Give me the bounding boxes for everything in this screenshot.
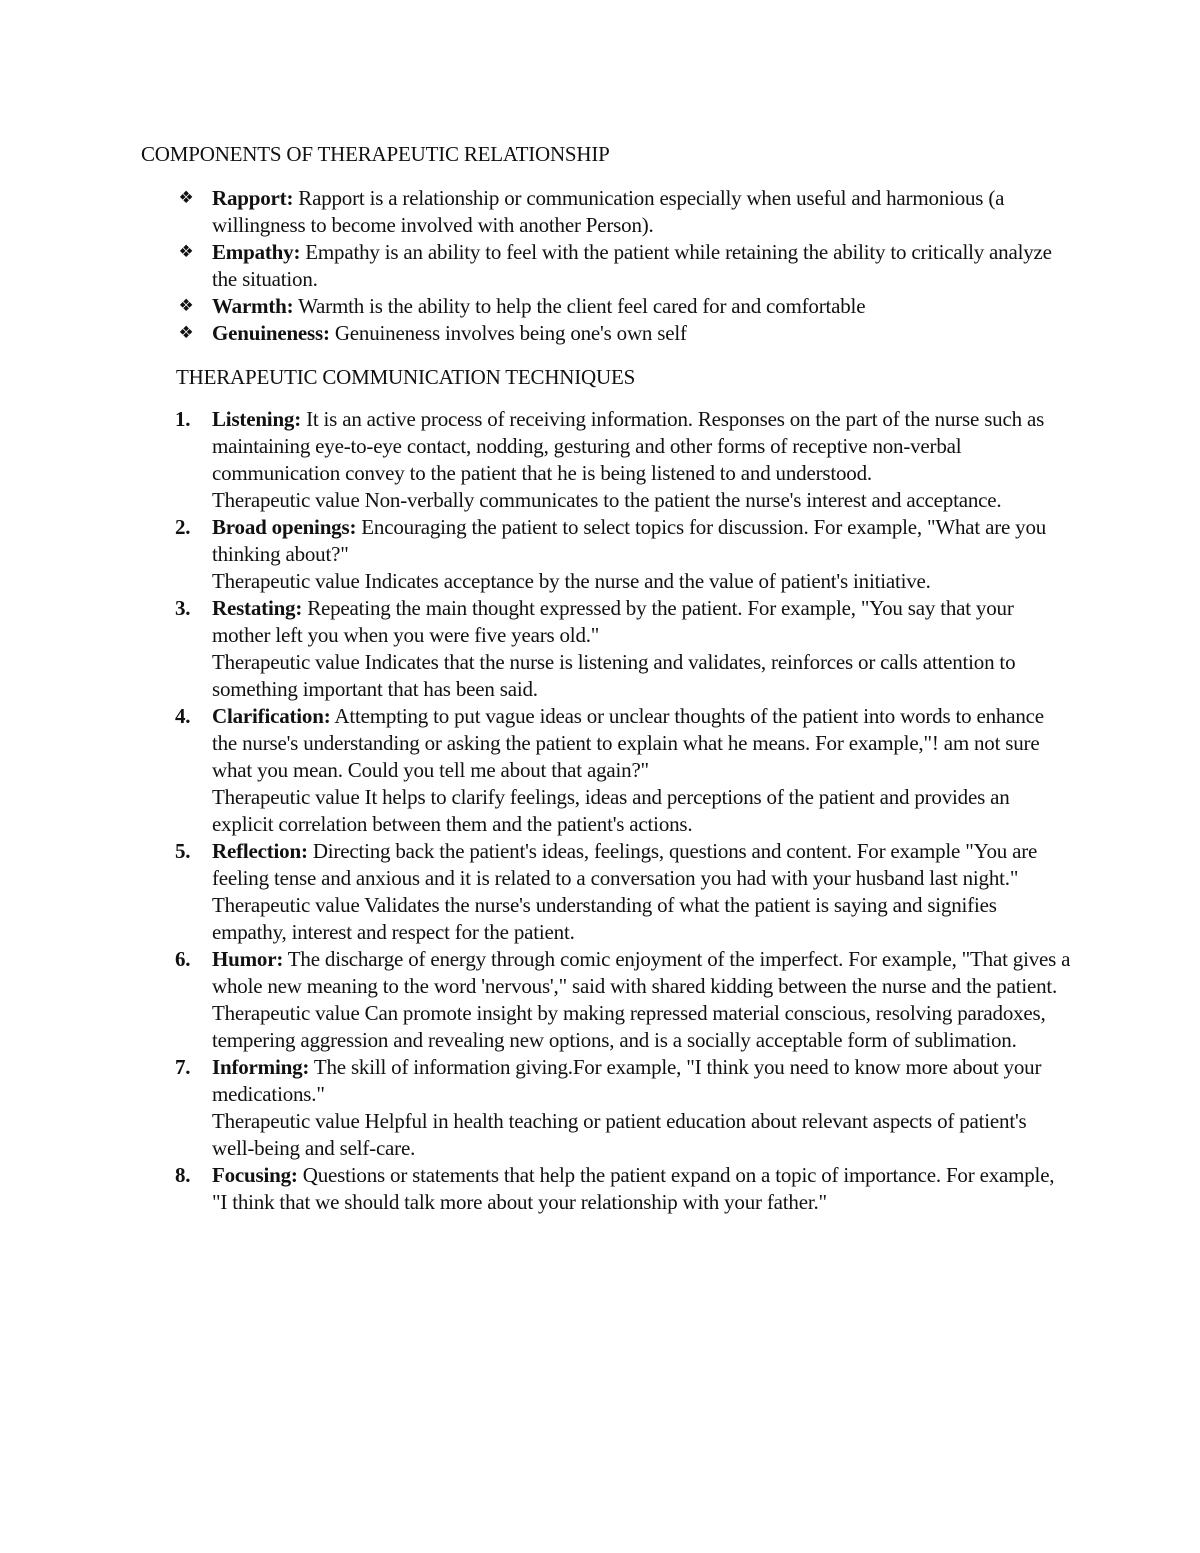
diamond-bullet-icon: ❖ xyxy=(178,242,194,262)
therapeutic-value: Therapeutic value Helpful in health teaching or patient education about relevant aspects of patient's well-being and self-care. xyxy=(212,1109,1027,1160)
list-item xyxy=(175,838,1072,946)
therapeutic-value: Therapeutic value Validates the nurse's understanding of what the patient is saying and signifies empathy, interest and respect for the patient. xyxy=(212,893,997,944)
item-number: 7. xyxy=(175,1055,191,1079)
list-item xyxy=(175,946,1072,1054)
therapeutic-value: Therapeutic value It helps to clarify feelings, ideas and perceptions of the patient and provides an explicit correlation between them and the patient's actions. xyxy=(212,785,1010,836)
component-text: Empathy is an ability to feel with the patient while retaining the ability to critically analyze the situation. xyxy=(212,240,1052,291)
list-item xyxy=(175,406,1072,514)
component-term: Empathy: xyxy=(212,240,301,264)
diamond-bullet-icon: ❖ xyxy=(178,188,194,208)
components-list xyxy=(0,185,1200,347)
technique-term: Listening: xyxy=(212,407,302,431)
component-text: Warmth is the ability to help the client feel cared for and comfortable xyxy=(293,294,866,318)
therapeutic-value: Therapeutic value Indicates that the nurse is listening and validates, reinforces or calls attention to something important that has been said. xyxy=(212,650,1016,701)
list-item xyxy=(175,1054,1072,1162)
item-number: 1. xyxy=(175,407,191,431)
component-term: Rapport: xyxy=(212,186,294,210)
component-term: Genuineness: xyxy=(212,321,330,345)
list-item xyxy=(175,595,1072,703)
technique-term: Clarification: xyxy=(212,704,331,728)
list-item xyxy=(178,239,1072,293)
techniques-list xyxy=(0,406,1200,1216)
technique-term: Broad openings: xyxy=(212,515,357,539)
technique-text: Directing back the patient's ideas, feelings, questions and content. For example "You are feeling tense and anxious and it is related to a conversation you had with your husband last night." xyxy=(212,839,1038,890)
list-item xyxy=(175,703,1072,838)
technique-text: Attempting to put vague ideas or unclear thoughts of the patient into words to enhance the nurse's understanding or asking the patient to explain what he means. For example,"! am not sure what you mean. Could you tell me about that again?" xyxy=(212,704,1044,782)
technique-term: Restating: xyxy=(212,596,303,620)
technique-term: Reflection: xyxy=(212,839,308,863)
component-text: Genuineness involves being one's own self xyxy=(329,321,687,345)
technique-text: It is an active process of receiving information. Responses on the part of the nurse such as maintaining eye-to-eye contact, nodding, gesturing and other forms of receptive non-verbal communication convey to the patient that he is being listened to and understood. xyxy=(212,407,1045,485)
item-number: 5. xyxy=(175,839,191,863)
diamond-bullet-icon: ❖ xyxy=(178,296,194,316)
list-item xyxy=(178,185,1072,239)
technique-term: Humor: xyxy=(212,947,284,971)
technique-text: The discharge of energy through comic enjoyment of the imperfect. For example, "That gives a whole new meaning to the word 'nervous'," said with shared kidding between the nurse and the patient. xyxy=(212,947,1071,998)
item-number: 4. xyxy=(175,704,191,728)
technique-term: Focusing: xyxy=(212,1163,298,1187)
item-number: 3. xyxy=(175,596,191,620)
technique-term: Informing: xyxy=(212,1055,310,1079)
list-item xyxy=(178,320,1072,347)
technique-text: Questions or statements that help the patient expand on a topic of importance. For example, "I think that we should talk more about your relationship with your father." xyxy=(212,1163,1055,1214)
list-item xyxy=(175,514,1072,595)
therapeutic-value: Therapeutic value Non-verbally communicates to the patient the nurse's interest and acceptance. xyxy=(212,488,1002,512)
therapeutic-value: Therapeutic value Can promote insight by making repressed material conscious, resolving paradoxes, tempering aggression and revealing new options, and is a socially acceptable form of sublimation. xyxy=(212,1001,1046,1052)
diamond-bullet-icon: ❖ xyxy=(178,323,194,343)
technique-text: The skill of information giving.For example, "I think you need to know more about your medications." xyxy=(212,1055,1042,1106)
components-heading: COMPONENTS OF THERAPEUTIC RELATIONSHIP xyxy=(141,142,610,166)
component-term: Warmth: xyxy=(212,294,294,318)
item-number: 8. xyxy=(175,1163,191,1187)
techniques-heading: THERAPEUTIC COMMUNICATION TECHNIQUES xyxy=(176,365,636,389)
item-number: 2. xyxy=(175,515,191,539)
technique-text: Repeating the main thought expressed by the patient. For example, "You say that your mother left you when you were five years old." xyxy=(212,596,1014,647)
component-text: Rapport is a relationship or communication especially when useful and harmonious (a willingness to become involved with another Person). xyxy=(212,186,1005,237)
technique-text: Encouraging the patient to select topics for discussion. For example, "What are you thinking about?" xyxy=(212,515,1047,566)
list-item xyxy=(175,1162,1072,1216)
list-item xyxy=(178,293,1072,320)
item-number: 6. xyxy=(175,947,191,971)
therapeutic-value: Therapeutic value Indicates acceptance by the nurse and the value of patient's initiative. xyxy=(212,569,931,593)
